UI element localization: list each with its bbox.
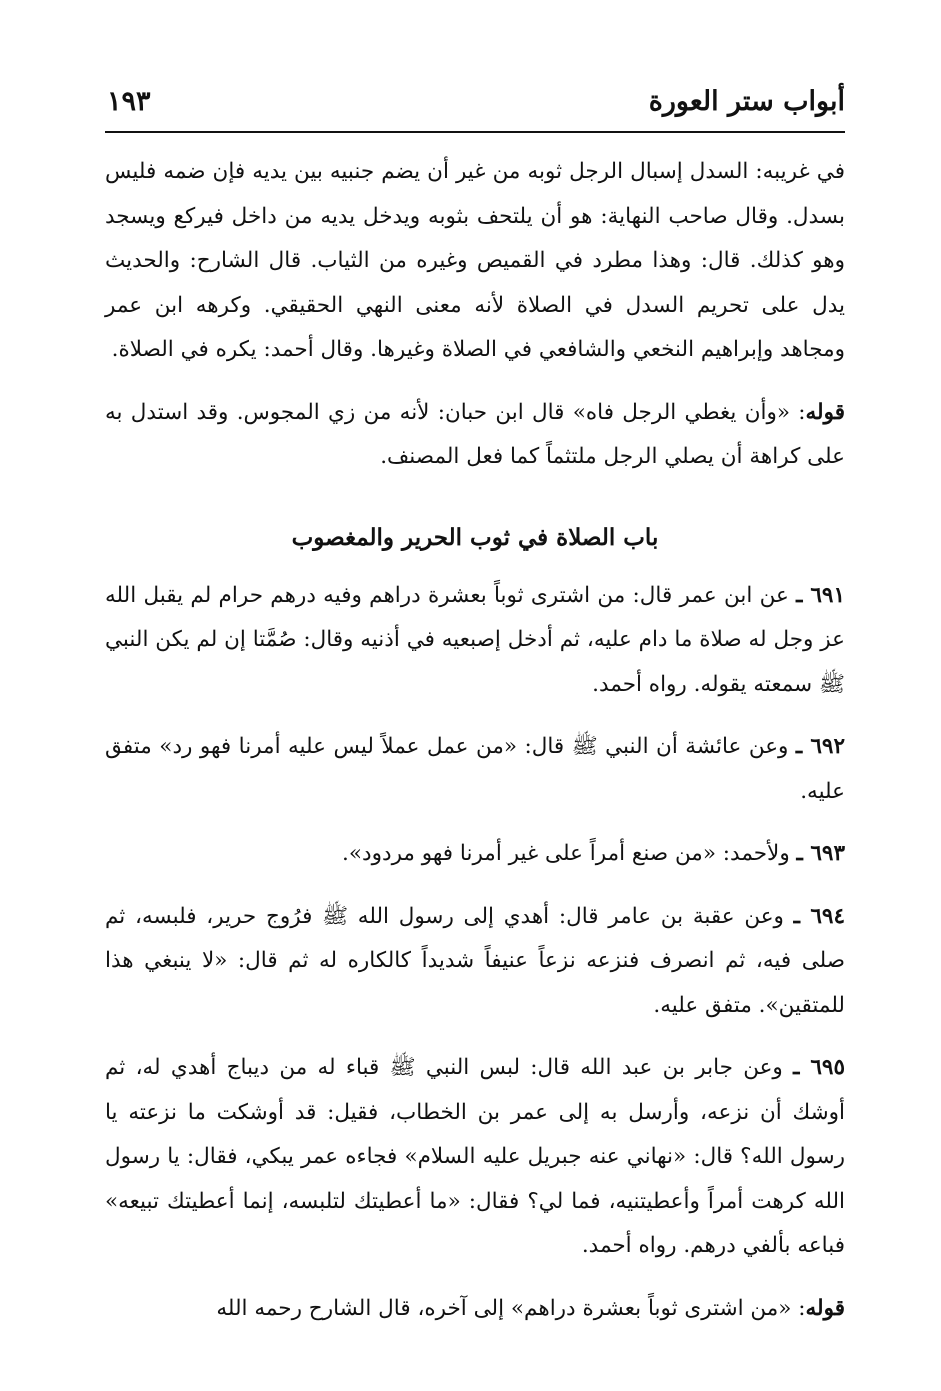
- qawluhu-label: قوله: [805, 399, 845, 425]
- page-header: [105, 86, 845, 126]
- commentary-paragraph-qawluhu: [105, 391, 845, 480]
- commentary-text: : «وأن يغطي الرجل فاه» قال ابن حبان: لأنه من زي المجوس. وقد استدل به على كراهة أن يصلي الرجل ملتثماً كما فعل المصنف.: [105, 399, 845, 469]
- hadith-number: ٦٩٣ ـ: [796, 841, 845, 866]
- hadith-text: عن ابن عمر قال: من اشترى ثوباً بعشرة دراهم وفيه درهم حرام لم يقبل الله عز وجل له صلاة ما دام عليه، ثم أدخل إصبعيه في أذنيه وقال: صُمَّتا إن لم يكن النبي ﷺ سمعته يقوله. رواه أحمد.: [105, 582, 845, 697]
- hadith-text: وعن جابر بن عبد الله قال: لبس النبي ﷺ قباء له من ديباج أهدي له، ثم أوشك أن نزعه، وأرسل به إلى عمر بن الخطاب، فقيل: قد أوشكت ما نزعته يا رسول الله؟ قال: «نهاني عنه جبريل عليه السلام» فجاءه عمر يبكي، فقال: يا رسول الله كرهت أمراً وأعطيتنيه، فما لي؟ فقال: «ما أعطيتك لتلبسه، إنما أعطيتك تبيعه» فباعه بألفي درهم. رواه أحمد.: [105, 1055, 845, 1258]
- hadith-text: وعن عائشة أن النبي ﷺ قال: «من عمل عملاً ليس عليه أمرنا فهو رد» متفق عليه.: [105, 734, 845, 804]
- hadith-number: ٦٩٢ ـ: [795, 734, 845, 759]
- commentary-paragraph-final: [105, 1287, 845, 1332]
- hadith-number: ٦٩٥ ـ: [793, 1055, 845, 1080]
- hadith-693: [105, 832, 845, 877]
- hadith-number: ٦٩١ ـ: [796, 582, 845, 608]
- hadith-695: [105, 1046, 845, 1269]
- hadith-694: [105, 895, 845, 1029]
- commentary-paragraph: في غريبه: السدل إسبال الرجل ثوبه من غير أن يضم جنبيه بين يديه فإن ضمه فليس بسدل. وقال صاحب النهاية: هو أن يلتحف بثوبه ويدخل يديه من داخل فيركع ويسجد وهو كذلك. قال: وهذا مطرد في القميص وغيره من الثياب. قال الشارح: والحديث يدل على تحريم السدل في الصلاة لأنه معنى النهي الحقيقي. وكرهه ابن عمر ومجاهد وإبراهيم النخعي والشافعي في الصلاة وغيرها. وقال أحمد: يكره في الصلاة.: [105, 159, 845, 362]
- page-number: ١٩٣: [107, 86, 151, 117]
- section-heading: باب الصلاة في ثوب الحرير والمغصوب: [291, 523, 659, 551]
- hadith-text: ولأحمد: «من صنع أمراً على غير أمرنا فهو مردود».: [342, 841, 797, 866]
- header-rule: [105, 131, 845, 133]
- page-body: [105, 150, 845, 1349]
- book-page: [105, 0, 845, 1391]
- running-title: أبواب ستر العورة: [648, 86, 845, 117]
- hadith-691: [105, 574, 845, 708]
- qawluhu-label: قوله: [805, 1295, 845, 1321]
- hadith-number: ٦٩٤ ـ: [793, 903, 845, 929]
- hadith-text: وعن عقبة بن عامر قال: أهدي إلى رسول الله ﷺ فرُوج حرير، فلبسه، ثم صلى فيه، ثم انصرف فنزعه نزعاً عنيفاً شديداً كالكاره له ثم قال: «لا ينبغي هذا للمتقين». متفق عليه.: [105, 903, 845, 1018]
- hadith-692: [105, 725, 845, 814]
- commentary-text: : «من اشترى ثوباً بعشرة دراهم» إلى آخره، قال الشارح رحمه الله: [216, 1295, 806, 1321]
